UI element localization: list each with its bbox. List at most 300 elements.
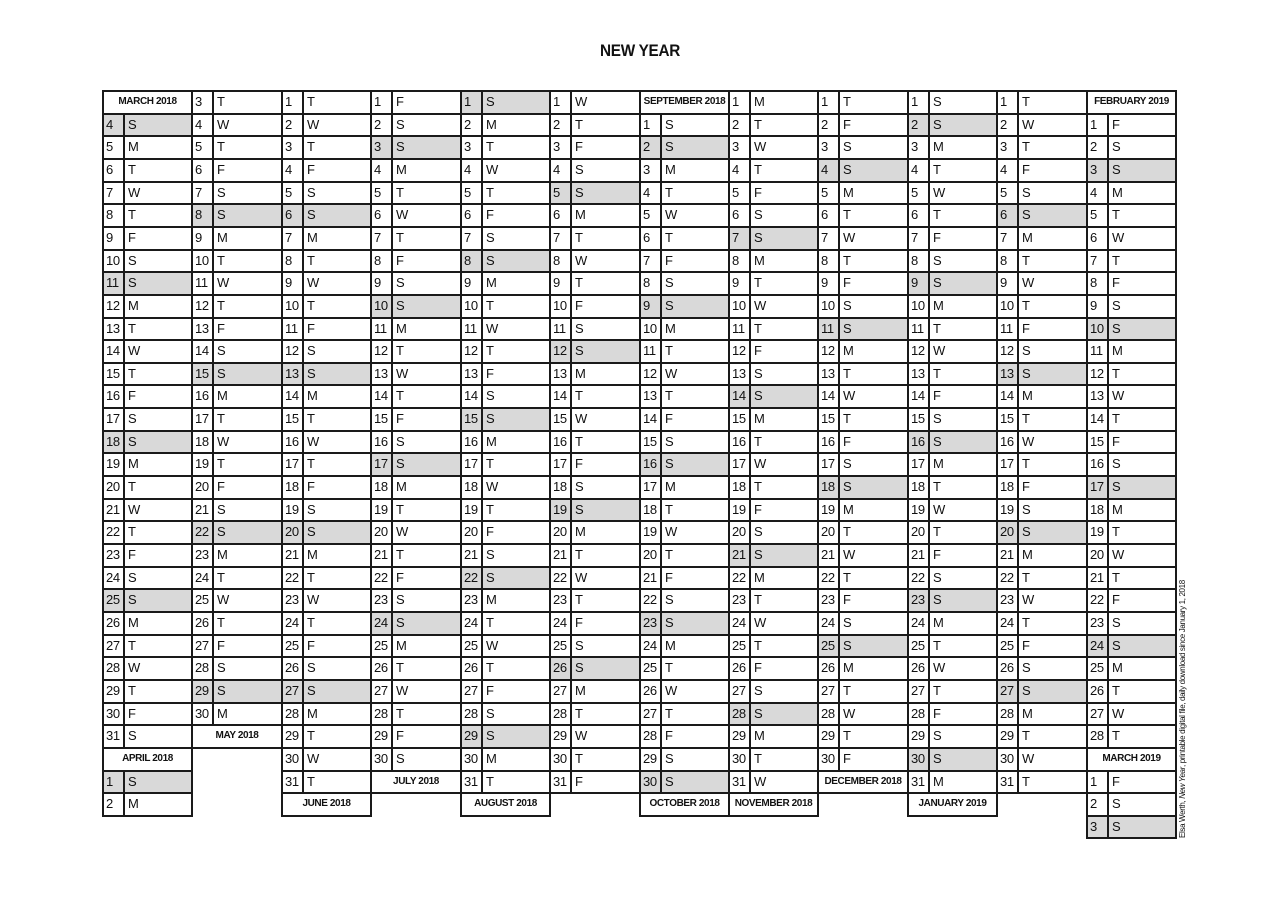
day-cell bbox=[996, 611, 1088, 636]
weekday-letter: S bbox=[1112, 162, 1121, 177]
weekday-letter: S bbox=[486, 570, 495, 585]
day-cell bbox=[370, 702, 462, 726]
day-number: 17 bbox=[998, 454, 1019, 475]
day-number: 3 bbox=[909, 137, 930, 158]
day-number: 27 bbox=[641, 704, 662, 724]
day-number: 7 bbox=[104, 183, 125, 203]
day-number: 13 bbox=[462, 364, 483, 384]
weekday-letter: S bbox=[843, 139, 852, 154]
day-cell bbox=[549, 384, 641, 409]
day-number: 15 bbox=[641, 432, 662, 452]
day-number: 21 bbox=[283, 545, 304, 566]
day-number: 18 bbox=[193, 432, 214, 452]
month-header: MARCH 2018 bbox=[102, 90, 193, 115]
day-number: 26 bbox=[551, 658, 572, 679]
day-number: 14 bbox=[998, 386, 1019, 407]
day-number: 27 bbox=[998, 681, 1019, 702]
day-cell bbox=[907, 249, 998, 273]
weekday-letter: M bbox=[933, 456, 944, 471]
month-header: JANUARY 2019 bbox=[907, 792, 998, 817]
day-number: 30 bbox=[730, 749, 751, 770]
weekday-letter: M bbox=[486, 117, 497, 132]
day-number: 30 bbox=[372, 749, 393, 770]
day-cell bbox=[817, 520, 909, 545]
day-number: 29 bbox=[819, 726, 840, 747]
day-number: 31 bbox=[104, 726, 125, 747]
day-number: 30 bbox=[551, 749, 572, 770]
day-cell bbox=[996, 294, 1088, 319]
day-cell bbox=[549, 158, 641, 183]
day-cell bbox=[549, 362, 641, 386]
day-number: 4 bbox=[909, 160, 930, 181]
day-number: 13 bbox=[909, 364, 930, 384]
day-number: 15 bbox=[193, 364, 214, 384]
day-cell bbox=[191, 90, 283, 115]
day-cell bbox=[817, 452, 909, 477]
day-cell bbox=[1086, 452, 1177, 477]
day-number: 29 bbox=[641, 749, 662, 770]
weekday-letter: S bbox=[754, 547, 763, 562]
day-cell bbox=[370, 249, 462, 273]
weekday-letter: M bbox=[754, 411, 765, 426]
weekday-letter: T bbox=[307, 411, 315, 426]
day-number: 28 bbox=[551, 704, 572, 724]
day-number: 26 bbox=[730, 658, 751, 679]
weekday-letter: T bbox=[1022, 570, 1030, 585]
day-number: 26 bbox=[641, 681, 662, 702]
weekday-letter: S bbox=[754, 388, 763, 403]
day-cell bbox=[460, 249, 551, 273]
day-number: 23 bbox=[641, 613, 662, 634]
day-number: 17 bbox=[1088, 477, 1109, 498]
credit-details: , printable digital file, daily download since January 1, 2018 bbox=[1178, 580, 1187, 768]
day-cell bbox=[549, 181, 641, 205]
day-cell bbox=[1086, 271, 1177, 296]
day-number: 14 bbox=[104, 341, 125, 362]
weekday-letter: F bbox=[486, 683, 494, 698]
weekday-letter: M bbox=[665, 479, 676, 494]
weekday-letter: F bbox=[1112, 774, 1120, 789]
weekday-letter: S bbox=[396, 751, 405, 766]
weekday-letter: W bbox=[128, 185, 141, 200]
day-cell bbox=[1086, 226, 1177, 251]
weekday-letter: S bbox=[128, 728, 137, 743]
weekday-letter: S bbox=[128, 253, 137, 268]
weekday-letter: T bbox=[754, 162, 762, 177]
day-cell bbox=[370, 611, 462, 636]
day-number: 25 bbox=[819, 636, 840, 656]
weekday-letter: T bbox=[1112, 524, 1120, 539]
weekday-letter: M bbox=[1022, 547, 1033, 562]
weekday-letter: T bbox=[128, 207, 136, 222]
weekday-letter: T bbox=[217, 615, 225, 630]
day-cell bbox=[370, 498, 462, 522]
day-cell bbox=[370, 271, 462, 296]
weekday-letter: F bbox=[754, 502, 762, 517]
day-cell bbox=[639, 634, 730, 658]
day-number: 18 bbox=[909, 477, 930, 498]
weekday-letter: W bbox=[1022, 434, 1035, 449]
day-number: 14 bbox=[909, 386, 930, 407]
day-number: 21 bbox=[372, 545, 393, 566]
day-number: 12 bbox=[283, 341, 304, 362]
day-cell bbox=[1086, 588, 1177, 613]
day-cell bbox=[460, 520, 551, 545]
day-number: 22 bbox=[1088, 590, 1109, 611]
weekday-letter: W bbox=[128, 660, 141, 675]
day-number: 16 bbox=[551, 432, 572, 452]
month-header: DECEMBER 2018 bbox=[817, 770, 909, 794]
day-number: 21 bbox=[193, 500, 214, 520]
weekday-letter: M bbox=[128, 796, 139, 811]
day-number: 9 bbox=[104, 228, 125, 249]
day-number: 14 bbox=[641, 409, 662, 430]
day-number: 19 bbox=[1088, 522, 1109, 543]
day-cell bbox=[817, 498, 909, 522]
day-cell bbox=[281, 702, 372, 726]
day-cell bbox=[549, 90, 641, 115]
day-number: 13 bbox=[193, 319, 214, 339]
weekday-letter: S bbox=[1022, 660, 1031, 675]
day-number: 1 bbox=[1088, 772, 1109, 792]
weekday-letter: W bbox=[575, 411, 588, 426]
weekday-letter: S bbox=[217, 524, 226, 539]
day-number: 4 bbox=[372, 160, 393, 181]
weekday-letter: T bbox=[217, 411, 225, 426]
weekday-letter: M bbox=[933, 139, 944, 154]
weekday-letter: M bbox=[486, 275, 497, 290]
weekday-letter: T bbox=[128, 479, 136, 494]
day-cell bbox=[728, 294, 819, 319]
day-cell bbox=[549, 566, 641, 590]
day-number: 28 bbox=[372, 704, 393, 724]
weekday-letter: M bbox=[575, 207, 586, 222]
weekday-letter: S bbox=[933, 253, 942, 268]
weekday-letter: S bbox=[307, 683, 316, 698]
day-number: 8 bbox=[462, 251, 483, 271]
day-cell bbox=[370, 362, 462, 386]
day-number: 21 bbox=[641, 568, 662, 588]
day-number: 18 bbox=[1088, 500, 1109, 520]
day-cell bbox=[281, 294, 372, 319]
day-cell bbox=[817, 611, 909, 636]
day-cell bbox=[907, 158, 998, 183]
day-number: 19 bbox=[193, 454, 214, 475]
day-number: 12 bbox=[998, 341, 1019, 362]
weekday-letter: F bbox=[933, 547, 941, 562]
month-header: NOVEMBER 2018 bbox=[728, 792, 819, 817]
weekday-letter: F bbox=[1112, 592, 1120, 607]
day-cell bbox=[102, 135, 193, 160]
day-cell bbox=[728, 634, 819, 658]
day-number: 2 bbox=[551, 115, 572, 135]
day-cell bbox=[907, 452, 998, 477]
day-number: 27 bbox=[104, 636, 125, 656]
weekday-letter: W bbox=[933, 343, 946, 358]
day-cell bbox=[460, 113, 551, 137]
day-cell bbox=[1086, 181, 1177, 205]
weekday-letter: M bbox=[933, 298, 944, 313]
weekday-letter: S bbox=[128, 411, 137, 426]
weekday-letter: F bbox=[1022, 479, 1030, 494]
weekday-letter: M bbox=[217, 388, 228, 403]
day-cell bbox=[460, 588, 551, 613]
weekday-letter: W bbox=[307, 117, 320, 132]
weekday-letter: T bbox=[128, 162, 136, 177]
day-number: 24 bbox=[551, 613, 572, 634]
day-cell bbox=[370, 407, 462, 432]
weekday-letter: M bbox=[754, 570, 765, 585]
day-number: 31 bbox=[283, 772, 304, 792]
day-cell bbox=[996, 566, 1088, 590]
day-number: 27 bbox=[551, 681, 572, 702]
weekday-letter: M bbox=[128, 298, 139, 313]
weekday-letter: M bbox=[665, 638, 676, 653]
weekday-letter: M bbox=[933, 615, 944, 630]
weekday-letter: S bbox=[1112, 456, 1121, 471]
day-number: 16 bbox=[462, 432, 483, 452]
day-cell bbox=[460, 634, 551, 658]
weekday-letter: T bbox=[1112, 683, 1120, 698]
weekday-letter: M bbox=[128, 615, 139, 630]
weekday-letter: T bbox=[217, 570, 225, 585]
weekday-letter: T bbox=[843, 411, 851, 426]
weekday-letter: M bbox=[843, 502, 854, 517]
day-number: 4 bbox=[104, 115, 125, 135]
weekday-letter: T bbox=[1112, 411, 1120, 426]
weekday-letter: T bbox=[754, 275, 762, 290]
day-cell bbox=[728, 203, 819, 228]
weekday-letter: T bbox=[307, 774, 315, 789]
weekday-letter: S bbox=[843, 456, 852, 471]
weekday-letter: S bbox=[933, 751, 942, 766]
weekday-letter: T bbox=[1022, 298, 1030, 313]
day-number: 18 bbox=[104, 432, 125, 452]
day-cell bbox=[728, 611, 819, 636]
day-cell bbox=[1086, 294, 1177, 319]
day-number: 9 bbox=[193, 228, 214, 249]
day-number: 16 bbox=[909, 432, 930, 452]
day-cell bbox=[370, 294, 462, 319]
weekday-letter: F bbox=[575, 298, 583, 313]
day-cell bbox=[817, 317, 909, 341]
day-cell bbox=[817, 181, 909, 205]
weekday-letter: W bbox=[575, 94, 588, 109]
weekday-letter: T bbox=[128, 366, 136, 381]
day-cell bbox=[281, 317, 372, 341]
weekday-letter: F bbox=[128, 706, 136, 721]
weekday-letter: S bbox=[128, 434, 137, 449]
day-number: 15 bbox=[998, 409, 1019, 430]
weekday-letter: T bbox=[575, 592, 583, 607]
day-number: 25 bbox=[730, 636, 751, 656]
day-number: 7 bbox=[283, 228, 304, 249]
weekday-letter: S bbox=[396, 434, 405, 449]
day-cell bbox=[460, 566, 551, 590]
day-number: 28 bbox=[193, 658, 214, 679]
weekday-letter: W bbox=[1112, 230, 1125, 245]
weekday-letter: F bbox=[1112, 117, 1120, 132]
day-number: 15 bbox=[551, 409, 572, 430]
day-cell bbox=[460, 611, 551, 636]
day-number: 15 bbox=[730, 409, 751, 430]
day-cell bbox=[907, 362, 998, 386]
weekday-letter: M bbox=[1112, 660, 1123, 675]
day-number: 1 bbox=[283, 92, 304, 113]
weekday-letter: S bbox=[307, 207, 316, 222]
day-cell bbox=[639, 384, 730, 409]
weekday-letter: S bbox=[307, 366, 316, 381]
day-number: 18 bbox=[819, 477, 840, 498]
day-cell bbox=[907, 702, 998, 726]
day-cell bbox=[639, 724, 730, 749]
weekday-letter: F bbox=[128, 230, 136, 245]
weekday-letter: F bbox=[128, 388, 136, 403]
weekday-letter: S bbox=[1112, 615, 1121, 630]
weekday-letter: S bbox=[396, 298, 405, 313]
day-cell bbox=[817, 543, 909, 568]
day-cell bbox=[281, 498, 372, 522]
day-number: 24 bbox=[730, 613, 751, 634]
day-number: 3 bbox=[462, 137, 483, 158]
day-cell bbox=[281, 520, 372, 545]
day-number: 17 bbox=[551, 454, 572, 475]
weekday-letter: F bbox=[307, 479, 315, 494]
day-number: 26 bbox=[104, 613, 125, 634]
day-number: 16 bbox=[1088, 454, 1109, 475]
day-cell bbox=[191, 452, 283, 477]
day-cell bbox=[996, 339, 1088, 364]
day-number: 25 bbox=[462, 636, 483, 656]
day-cell bbox=[549, 135, 641, 160]
weekday-letter: T bbox=[217, 139, 225, 154]
weekday-letter: W bbox=[575, 253, 588, 268]
day-cell bbox=[728, 724, 819, 749]
weekday-letter: S bbox=[217, 683, 226, 698]
day-cell bbox=[281, 430, 372, 454]
day-cell bbox=[460, 294, 551, 319]
day-cell bbox=[907, 113, 998, 137]
day-cell bbox=[370, 566, 462, 590]
day-cell bbox=[460, 158, 551, 183]
day-cell bbox=[728, 656, 819, 681]
day-number: 12 bbox=[1088, 364, 1109, 384]
weekday-letter: W bbox=[665, 683, 678, 698]
day-cell bbox=[460, 339, 551, 364]
day-number: 2 bbox=[819, 115, 840, 135]
weekday-letter: S bbox=[665, 751, 674, 766]
day-cell bbox=[728, 362, 819, 386]
day-cell bbox=[281, 339, 372, 364]
day-number: 1 bbox=[372, 92, 393, 113]
weekday-letter: F bbox=[754, 660, 762, 675]
weekday-letter: T bbox=[665, 660, 673, 675]
day-cell bbox=[817, 113, 909, 137]
day-cell bbox=[996, 475, 1088, 500]
day-cell bbox=[817, 158, 909, 183]
day-cell bbox=[639, 249, 730, 273]
weekday-letter: T bbox=[396, 230, 404, 245]
day-cell bbox=[996, 724, 1088, 749]
day-number: 21 bbox=[462, 545, 483, 566]
day-cell bbox=[728, 181, 819, 205]
day-cell bbox=[1086, 475, 1177, 500]
day-cell bbox=[370, 520, 462, 545]
day-number: 1 bbox=[909, 92, 930, 113]
day-number: 1 bbox=[1088, 115, 1109, 135]
day-number: 11 bbox=[1088, 341, 1109, 362]
day-number: 11 bbox=[372, 319, 393, 339]
weekday-letter: S bbox=[128, 774, 137, 789]
day-number: 5 bbox=[909, 183, 930, 203]
weekday-letter: T bbox=[396, 660, 404, 675]
weekday-letter: W bbox=[396, 366, 409, 381]
weekday-letter: S bbox=[307, 185, 316, 200]
weekday-letter: M bbox=[665, 162, 676, 177]
day-number: 18 bbox=[641, 500, 662, 520]
weekday-letter: T bbox=[307, 615, 315, 630]
day-cell bbox=[460, 679, 551, 704]
weekday-letter: S bbox=[307, 343, 316, 358]
day-number: 2 bbox=[1088, 794, 1109, 815]
day-number: 5 bbox=[819, 183, 840, 203]
day-number: 2 bbox=[641, 137, 662, 158]
day-number: 25 bbox=[193, 590, 214, 611]
day-number: 18 bbox=[283, 477, 304, 498]
day-number: 7 bbox=[462, 228, 483, 249]
day-cell bbox=[728, 407, 819, 432]
weekday-letter: T bbox=[843, 94, 851, 109]
day-number: 9 bbox=[909, 273, 930, 294]
day-number: 4 bbox=[730, 160, 751, 181]
day-cell bbox=[817, 407, 909, 432]
weekday-letter: W bbox=[307, 751, 320, 766]
weekday-letter: W bbox=[665, 366, 678, 381]
day-cell bbox=[102, 566, 193, 590]
weekday-letter: T bbox=[1022, 139, 1030, 154]
day-number: 7 bbox=[909, 228, 930, 249]
weekday-letter: S bbox=[307, 660, 316, 675]
day-cell bbox=[281, 226, 372, 251]
day-number: 18 bbox=[462, 477, 483, 498]
day-cell bbox=[191, 611, 283, 636]
day-number: 20 bbox=[998, 522, 1019, 543]
day-cell bbox=[549, 317, 641, 341]
credit-line bbox=[1177, 538, 1189, 838]
day-cell bbox=[996, 770, 1088, 794]
day-cell bbox=[639, 271, 730, 296]
day-number: 30 bbox=[462, 749, 483, 770]
day-number: 9 bbox=[819, 273, 840, 294]
weekday-letter: T bbox=[396, 502, 404, 517]
weekday-letter: T bbox=[1022, 253, 1030, 268]
day-number: 20 bbox=[819, 522, 840, 543]
day-cell bbox=[549, 747, 641, 772]
day-number: 10 bbox=[104, 251, 125, 271]
day-cell bbox=[460, 724, 551, 749]
day-number: 4 bbox=[193, 115, 214, 135]
day-cell bbox=[1086, 113, 1177, 137]
weekday-letter: W bbox=[217, 275, 230, 290]
day-number: 26 bbox=[193, 613, 214, 634]
day-cell bbox=[728, 384, 819, 409]
day-number: 10 bbox=[819, 296, 840, 317]
day-cell bbox=[639, 498, 730, 522]
day-cell bbox=[102, 407, 193, 432]
weekday-letter: S bbox=[217, 502, 226, 517]
day-cell bbox=[370, 543, 462, 568]
weekday-letter: S bbox=[128, 570, 137, 585]
